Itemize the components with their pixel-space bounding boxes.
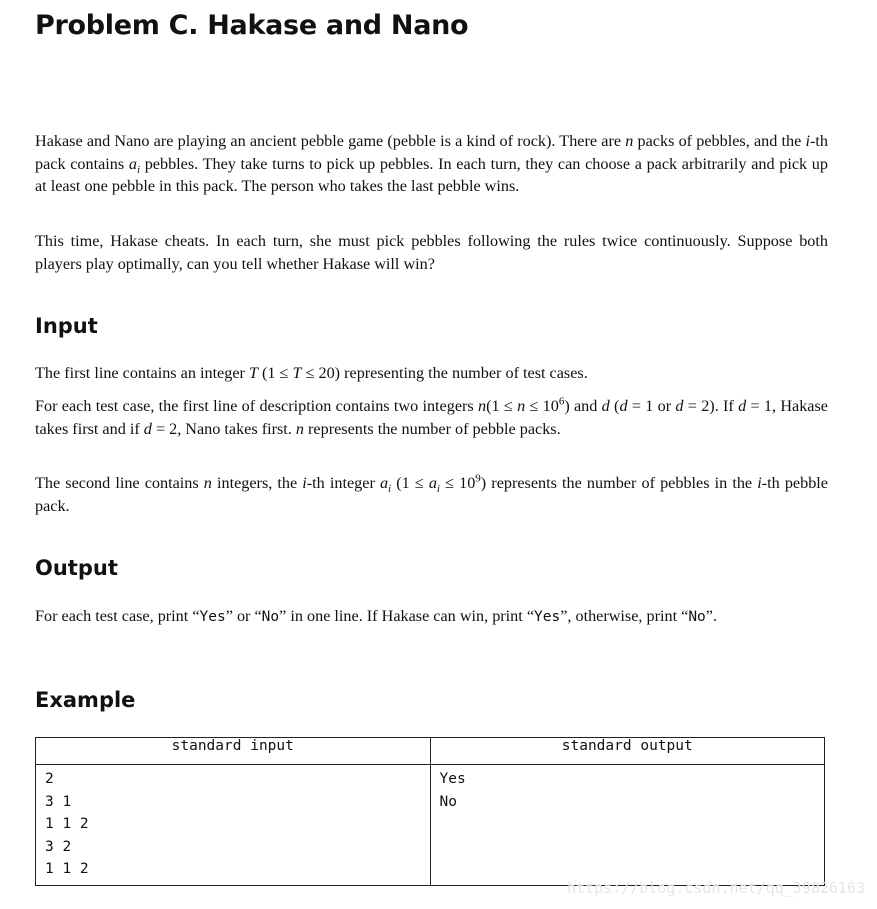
input-paragraph-2 xyxy=(35,395,828,440)
input-paragraph-1 xyxy=(35,362,828,385)
math-var: a xyxy=(379,474,389,492)
text: = 2, Nano takes first. xyxy=(151,419,296,438)
math-subscript: i xyxy=(388,483,392,496)
text: ” in one line. If Hakase can win, print “ xyxy=(279,607,534,625)
output-heading: Output xyxy=(35,556,118,580)
input-line: 1 1 2 xyxy=(45,861,89,878)
code-literal: No xyxy=(261,609,280,625)
text: = 1, Hakase takes first and if xyxy=(35,397,828,438)
text: pebbles. They take turns to pick up pebbles. In each turn, they can choose a pack arbitrarily and pick up at least one pebble in this pack. The person who takes the last pebble wins. xyxy=(35,154,828,196)
math-var: n xyxy=(203,474,212,492)
output-line: No xyxy=(439,793,457,810)
text: = 1 or xyxy=(627,397,676,415)
text: Hakase and Nano are playing an ancient pebble game (pebble is a kind of rock). There are xyxy=(35,132,626,150)
math-exponent: 9 xyxy=(475,472,481,485)
math-var: i xyxy=(805,132,811,150)
math-var: T xyxy=(292,364,302,382)
text: ( xyxy=(609,397,620,415)
output-line: Yes xyxy=(439,771,466,787)
text: -th pebble pack. xyxy=(35,474,828,515)
text: ≤ 10 xyxy=(525,397,559,415)
input-heading: Input xyxy=(35,314,98,338)
math-var: d xyxy=(143,419,152,438)
math-var: i xyxy=(302,474,307,492)
input-line: 2 xyxy=(45,771,54,787)
output-paragraph xyxy=(35,605,828,629)
code-literal: Yes xyxy=(534,609,561,625)
math-var: d xyxy=(601,397,610,415)
watermark: https://blog.csdn.net/qq_39826163 xyxy=(566,879,865,897)
math-var: n xyxy=(625,132,634,150)
statement-paragraph-2: This time, Hakase cheats. In each turn, she must pick pebbles following the rules twice continuously. Suppose both players play optimally, can you tell whether Hakase will win? xyxy=(35,232,828,273)
math-subscript: i xyxy=(136,163,141,176)
math-var: a xyxy=(128,154,137,173)
input-line: 3 2 xyxy=(45,838,72,855)
output-column-header: standard output xyxy=(430,738,825,765)
text: ) and xyxy=(564,397,602,415)
text: ”. xyxy=(705,607,718,625)
text: (1 ≤ xyxy=(257,364,293,382)
text: ”, otherwise, print “ xyxy=(560,607,689,625)
text: For each test case, print “ xyxy=(35,607,200,625)
text: ≤ 20) representing the number of test cases. xyxy=(301,364,588,382)
text: For each test case, the first line of description contains two integers xyxy=(35,397,479,415)
text: The first line contains an integer xyxy=(35,364,249,382)
statement-paragraph-1 xyxy=(35,130,828,198)
text: = 2). If xyxy=(683,397,739,415)
example-input-cell xyxy=(36,765,431,886)
math-subscript: i xyxy=(436,483,440,496)
math-var: n xyxy=(478,397,487,415)
text: -th pack contains xyxy=(35,132,828,173)
math-var: T xyxy=(248,364,258,382)
example-heading: Example xyxy=(35,688,136,712)
text: (1 ≤ xyxy=(391,474,429,492)
example-output-cell xyxy=(430,765,825,886)
text: -th integer xyxy=(306,474,380,492)
math-var: d xyxy=(675,397,684,415)
text: ≤ 10 xyxy=(439,474,476,492)
math-var: d xyxy=(738,397,747,415)
text: represents the number of pebble packs. xyxy=(303,419,561,438)
code-literal: No xyxy=(688,609,706,625)
math-var: a xyxy=(428,474,437,492)
math-exponent: 6 xyxy=(558,395,565,408)
math-var: d xyxy=(619,397,628,415)
input-paragraph-3 xyxy=(35,472,828,517)
text: packs of pebbles, and the xyxy=(633,132,806,150)
example-table xyxy=(35,737,825,886)
math-var: n xyxy=(517,397,526,415)
input-line: 3 1 xyxy=(45,793,72,810)
text: integers, the xyxy=(211,474,303,492)
input-column-header: standard input xyxy=(36,738,431,765)
code-literal: Yes xyxy=(199,609,226,625)
text: ) represents the number of pebbles in the xyxy=(480,474,758,492)
input-line: 1 1 2 xyxy=(45,816,89,833)
math-var: n xyxy=(295,419,304,438)
text: The second line contains xyxy=(35,474,204,492)
text: ” or “ xyxy=(225,607,262,625)
problem-title: Problem C. Hakase and Nano xyxy=(35,10,469,41)
math-var: i xyxy=(757,474,762,492)
text: (1 ≤ xyxy=(486,397,518,415)
